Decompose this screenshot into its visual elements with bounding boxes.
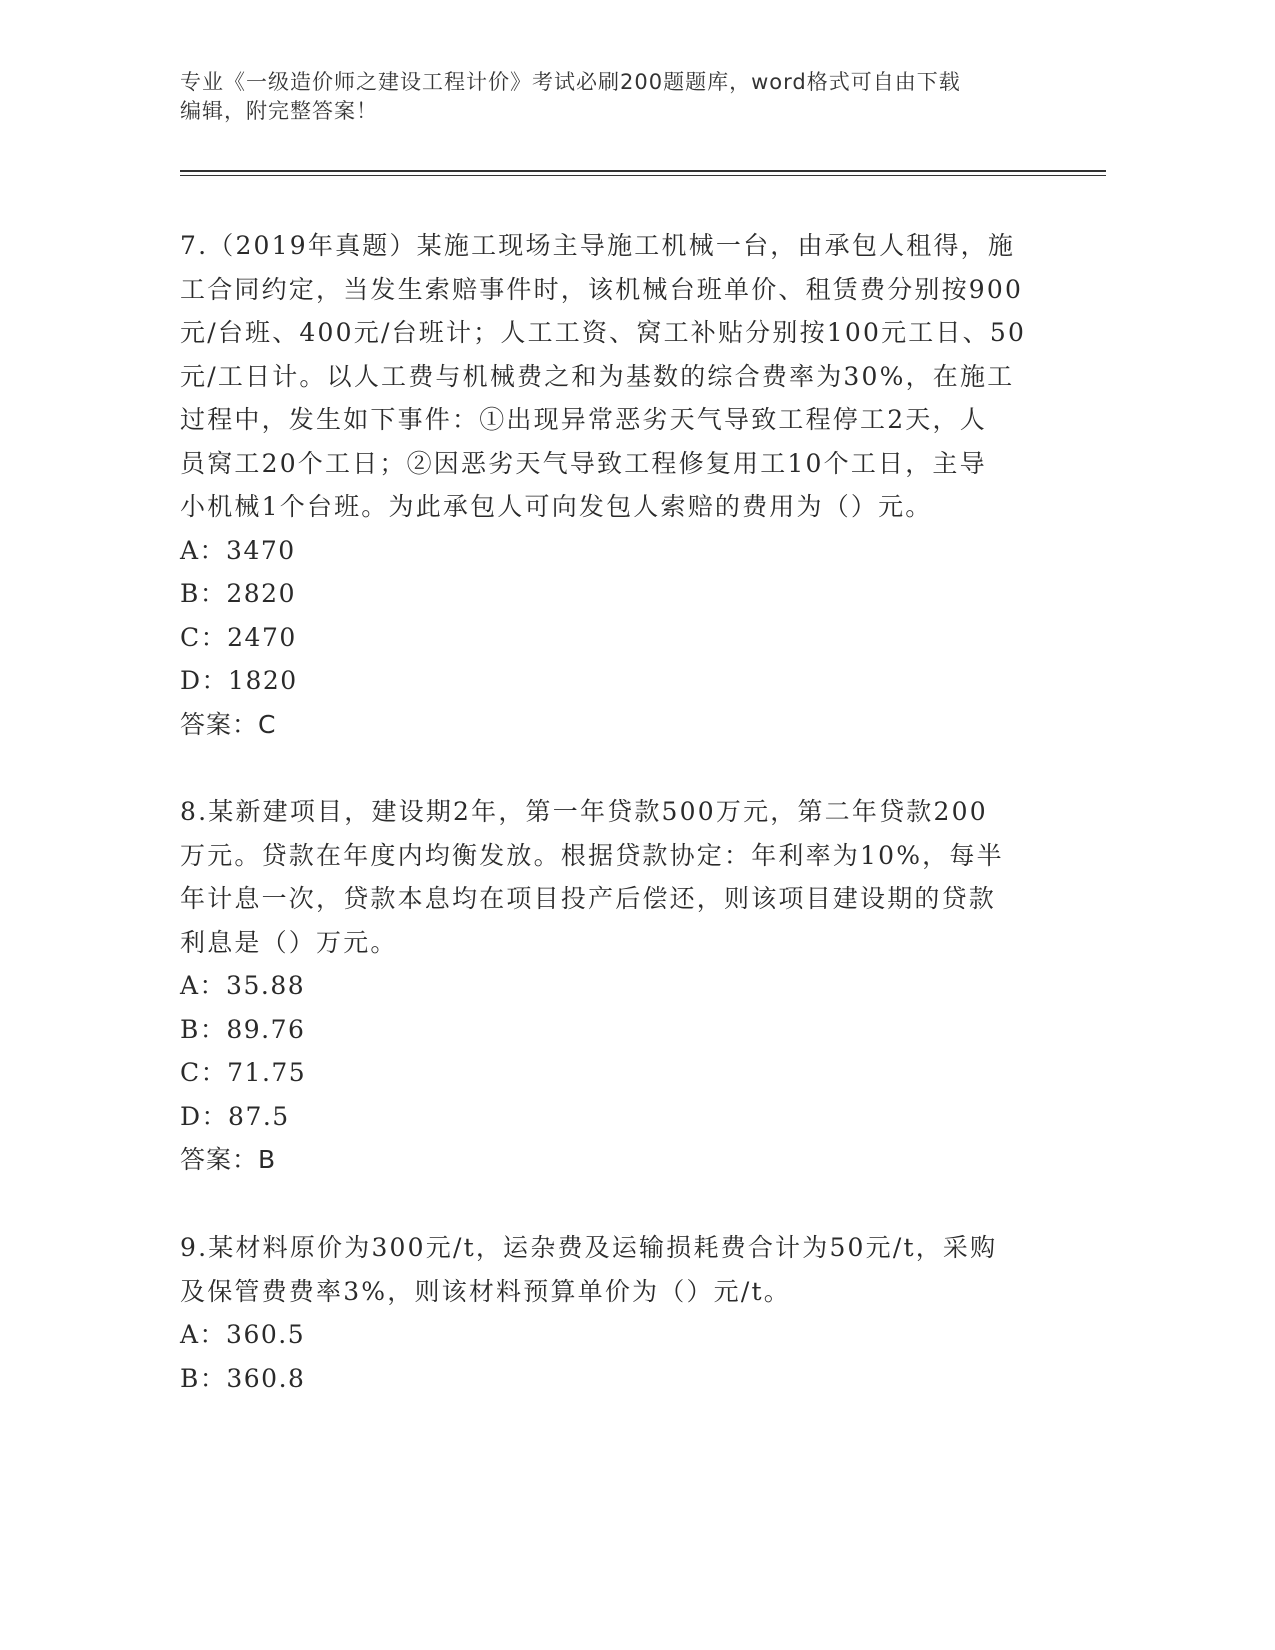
question-stem-line: 元/工日计。以人工费与机械费之和为基数的综合费率为30%，在施工 [180, 361, 1015, 391]
header-rule-thick [180, 170, 1106, 172]
option-b: B：89.76 [180, 1014, 306, 1044]
question-stem-line: 利息是（）万元。 [180, 927, 398, 957]
document-header [180, 68, 1060, 126]
option-b: B：360.8 [180, 1363, 306, 1393]
question-9 [180, 1226, 1040, 1400]
option-a: A：35.88 [180, 971, 306, 1000]
question-stem-line: 小机械1个台班。为此承包人可向发包人索赔的费用为（）元。 [180, 492, 933, 521]
question-stem-line: 员窝工20个工日；②因恶劣天气导致工程修复用工10个工日，主导 [180, 448, 987, 478]
option-d: D：1820 [180, 666, 298, 695]
question-stem-line: 年计息一次，贷款本息均在项目投产后偿还，则该项目建设期的贷款 [180, 884, 997, 913]
question-stem-line: 8.某新建项目，建设期2年，第一年贷款500万元，第二年贷款200 [180, 797, 988, 826]
option-d: D：87.5 [180, 1101, 290, 1131]
option-a: A：3470 [180, 535, 296, 565]
option-c: C：2470 [180, 622, 297, 652]
option-b: B：2820 [180, 579, 296, 608]
question-stem-line: 过程中，发生如下事件：①出现异常恶劣天气导致工程停工2天，人 [180, 405, 987, 434]
question-8 [180, 790, 1040, 1182]
header-rule-thin [180, 175, 1106, 176]
question-stem-line: 元/台班、400元/台班计；人工工资、窝工补贴分别按100元工日、50 [180, 318, 1027, 347]
question-stem-line: 7.（2019年真题）某施工现场主导施工机械一台，由承包人租得，施 [180, 231, 1016, 260]
header-line-1: 专业《一级造价师之建设工程计价》考试必刷200题题库，word格式可自由下载 [180, 70, 961, 94]
question-stem-line: 及保管费费率3%，则该材料预算单价为（）元/t。 [180, 1276, 791, 1306]
header-line-2: 编辑，附完整答案！ [180, 99, 378, 123]
option-c: C：71.75 [180, 1058, 307, 1087]
question-stem-line: 工合同约定，当发生索赔事件时，该机械台班单价、租赁费分别按900 [180, 274, 1024, 304]
answer: 答案：B [180, 1145, 277, 1174]
question-7 [180, 224, 1040, 746]
option-a: A：360.5 [180, 1320, 306, 1349]
question-stem-line: 万元。贷款在年度内均衡发放。根据贷款协定：年利率为10%，每半 [180, 840, 1004, 870]
question-stem-line: 9.某材料原价为300元/t，运杂费及运输损耗费合计为50元/t，采购 [180, 1233, 998, 1262]
answer: 答案：C [180, 709, 277, 739]
